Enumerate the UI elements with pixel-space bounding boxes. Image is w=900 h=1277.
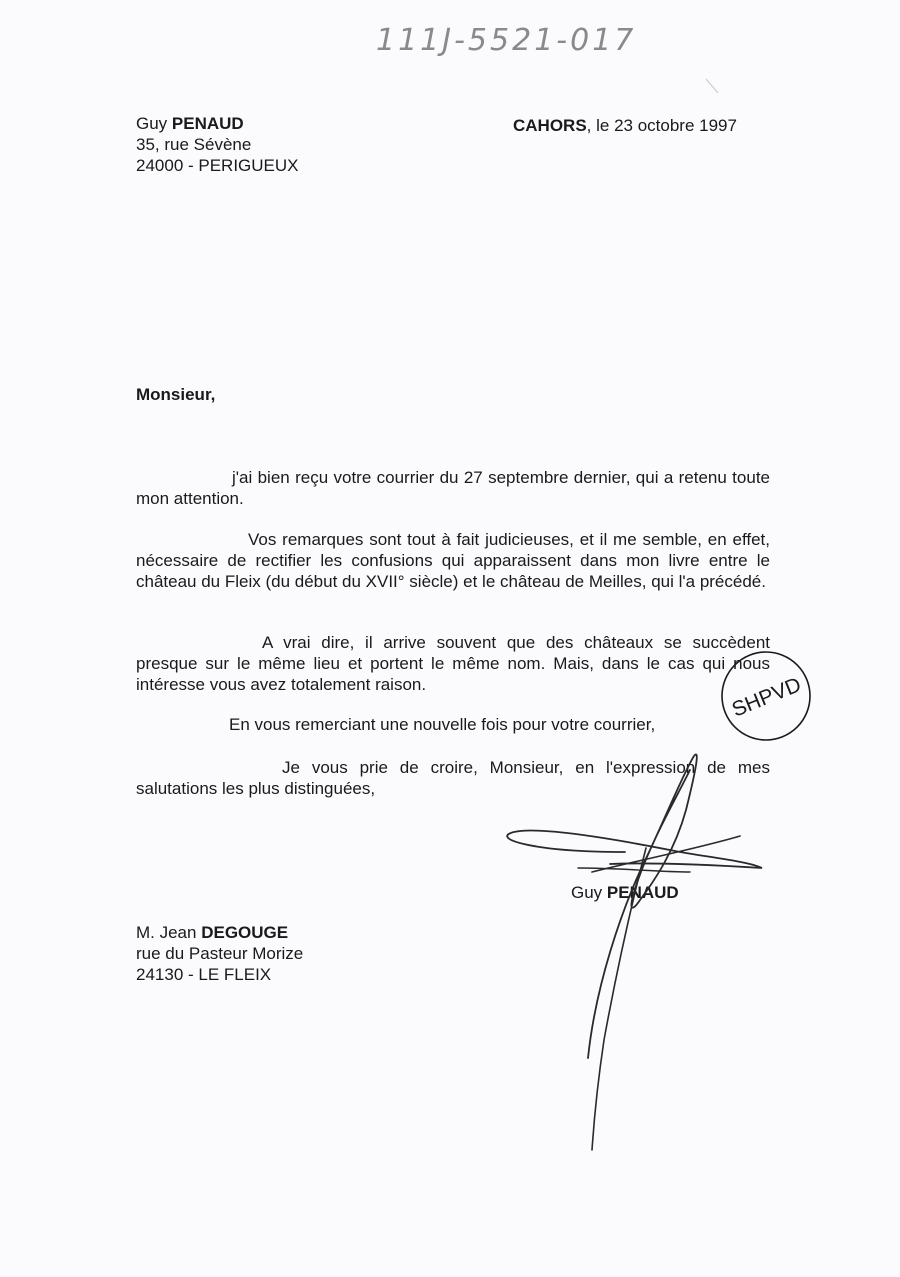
recipient-city: 24130 - LE FLEIX [136, 965, 272, 984]
sender-street: 35, rue Sévène [136, 135, 252, 154]
paragraph-3: A vrai dire, il arrive souvent que des châteaux se succèdent presque sur le même lieu et portent le même nom. Mais, dans le cas qui nous intéresse vous avez totalement raison. [136, 633, 770, 694]
sender-city: 24000 - PERIGUEUX [136, 156, 299, 175]
date-line [513, 115, 737, 136]
sender-address [136, 113, 299, 176]
paragraph-5: Je vous prie de croire, Monsieur, en l'expression de mes salutations les plus distinguées, [136, 758, 770, 798]
salutation: Monsieur, [136, 385, 216, 404]
recipient-last-name: DEGOUGE [201, 923, 289, 942]
date-text: , le 23 octobre 1997 [586, 116, 737, 135]
paper-crease-mark [705, 78, 719, 94]
signature-last-name: PENAUD [606, 883, 679, 902]
handwritten-reference-number [372, 14, 672, 62]
reference-text: 111J-5521-017 [376, 23, 637, 58]
paragraph-4: En vous remerciant une nouvelle fois pour votre courrier, [229, 715, 656, 734]
recipient-name-line [136, 922, 303, 943]
recipient-address [136, 922, 303, 985]
shpvd-stamp [718, 648, 814, 744]
recipient-title-first: M. Jean [136, 923, 197, 942]
paragraph-1: j'ai bien reçu votre courrier du 27 septembre dernier, qui a retenu toute mon attention. [136, 468, 770, 508]
sender-name-line [136, 113, 299, 134]
sender-last-name: PENAUD [171, 114, 244, 133]
recipient-street: rue du Pasteur Morize [136, 944, 304, 963]
stamp-text: SHPVD [728, 673, 805, 722]
date-city: CAHORS [513, 116, 587, 135]
signature-first-name: Guy [571, 883, 603, 902]
paragraph-2: Vos remarques sont tout à fait judicieuses, et il me semble, en effet, nécessaire de rectifier les confusions qui apparaissent dans mon livre entre le château du Fleix (du début du XVII° siècle) et le château de Meilles, qui l'a précédé. [136, 530, 770, 591]
sender-first-name: Guy [136, 114, 168, 133]
signature-name [571, 882, 679, 903]
handwritten-signature [500, 740, 780, 1160]
